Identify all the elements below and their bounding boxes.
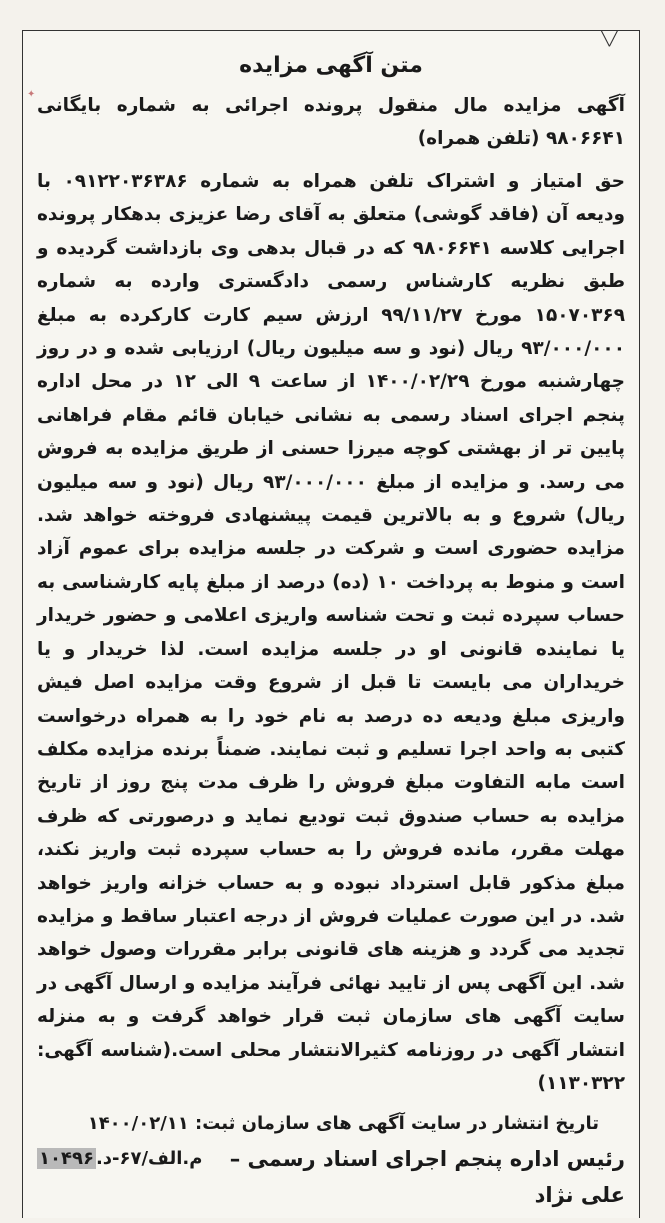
signature-block [37, 1142, 625, 1176]
corner-fold-icon: ╲╱ [601, 31, 618, 47]
notice-subtitle: آگهی مزایده مال منقول پرونده اجرائی به شماره بایگانی ۹۸۰۶۶۴۱ (تلفن همراه) [37, 95, 625, 149]
margin-mark-icon: ✦ [27, 89, 36, 100]
publish-date: تاریخ انتشار در سایت آگهی های سازمان ثبت: ۱۴۰۰/۰۲/۱۱ [87, 1113, 599, 1135]
notice-code [37, 1142, 202, 1176]
notice-page [22, 30, 640, 1218]
signature-name: علی نژاد [534, 1183, 625, 1208]
notice-title: متن آگهی مزایده [239, 53, 423, 78]
signature-title: رئیس اداره پنجم اجرای اسناد رسمی – [229, 1147, 625, 1172]
notice-code-number: ۱۰۴۹۶ [39, 1148, 94, 1170]
notice-body: حق امتیاز و اشتراک تلفن همراه به شماره ۰۹۱۲۲۰۳۶۳۸۶ با ودیعه آن (فاقد گوشی) متعلق به آقای رضا عزیزی بدهکار پرونده اجرایی کلاسه ۹۸۰۶۶۴۱ که در قبال بدهی وی بازداشت گردیده و طبق نظریه کارشناس رسمی دادگستری وارده به شماره ۱۵۰۷۰۳۶۹ مورخ ۹۹/۱۱/۲۷ ارزش سیم کارت کارکرده به مبلغ ۹۳/۰۰۰/۰۰۰ ریال (نود و سه میلیون ریال) ارزیابی شده و در روز چهارشنبه مورخ ۱۴۰۰/۰۲/۲۹ از ساعت ۹ الی ۱۲ در محل اداره پنجم اجرای اسناد رسمی به نشانی خیابان قائم مقام فراهانی پایین تر از بهشتی کوچه میرزا حسنی از طریق مزایده به فروش می رسد. و مزایده از مبلغ ۹۳/۰۰۰/۰۰۰ ریال (نود و سه میلیون ریال) شروع و به بالاترین قیمت پیشنهادی فروخته خواهد شد. مزایده حضوری است و شرکت در جلسه مزایده برای عموم آزاد است و منوط به پرداخت ۱۰ (ده) درصد از مبلغ پایه کارشناسی به حساب سپرده ثبت و تحت شناسه واریزی اعلامی و حضور خریدار یا نماینده قانونی او در جلسه مزایده است. لذا خریدار و یا خریداران می بایست تا قبل از شروع وقت مزایده اصل فیش واریزی مبلغ ودیعه ده درصد به نام خود را به همراه درخواست کتبی به واحد اجرا تسلیم و ثبت نمایند. ضمناً برنده مزایده مکلف است مابه التفاوت مبلغ فروش را ظرف مدت پنج روز از تاریخ مزایده به حساب صندوق ثبت تودیع نماید و درصورتی که ظرف مهلت مقرر، مانده فروش را به حساب سپرده ثبت واریز نکند، مبلغ مذکور قابل استرداد نبوده و به حساب خزانه واریز خواهد شد. در این صورت عملیات فروش از درجه اعتبار ساقط و مزایده تجدید می گردد و هزینه های قانونی برابر مقررات وصول خواهد شد. این آگهی پس از تایید نهائی فرآیند مزایده و ارسال آگهی در سایت آگهی های سازمان ثبت قرار خواهد گرفت و به منزله انتشار آگهی در روزنامه کثیرالانتشار محلی است.(شناسه آگهی: ۱۱۳۰۳۲۲) [37, 171, 626, 1094]
notice-content [37, 49, 625, 1212]
notice-code-suffix: .م.الف/۶۷-د [95, 1148, 203, 1170]
